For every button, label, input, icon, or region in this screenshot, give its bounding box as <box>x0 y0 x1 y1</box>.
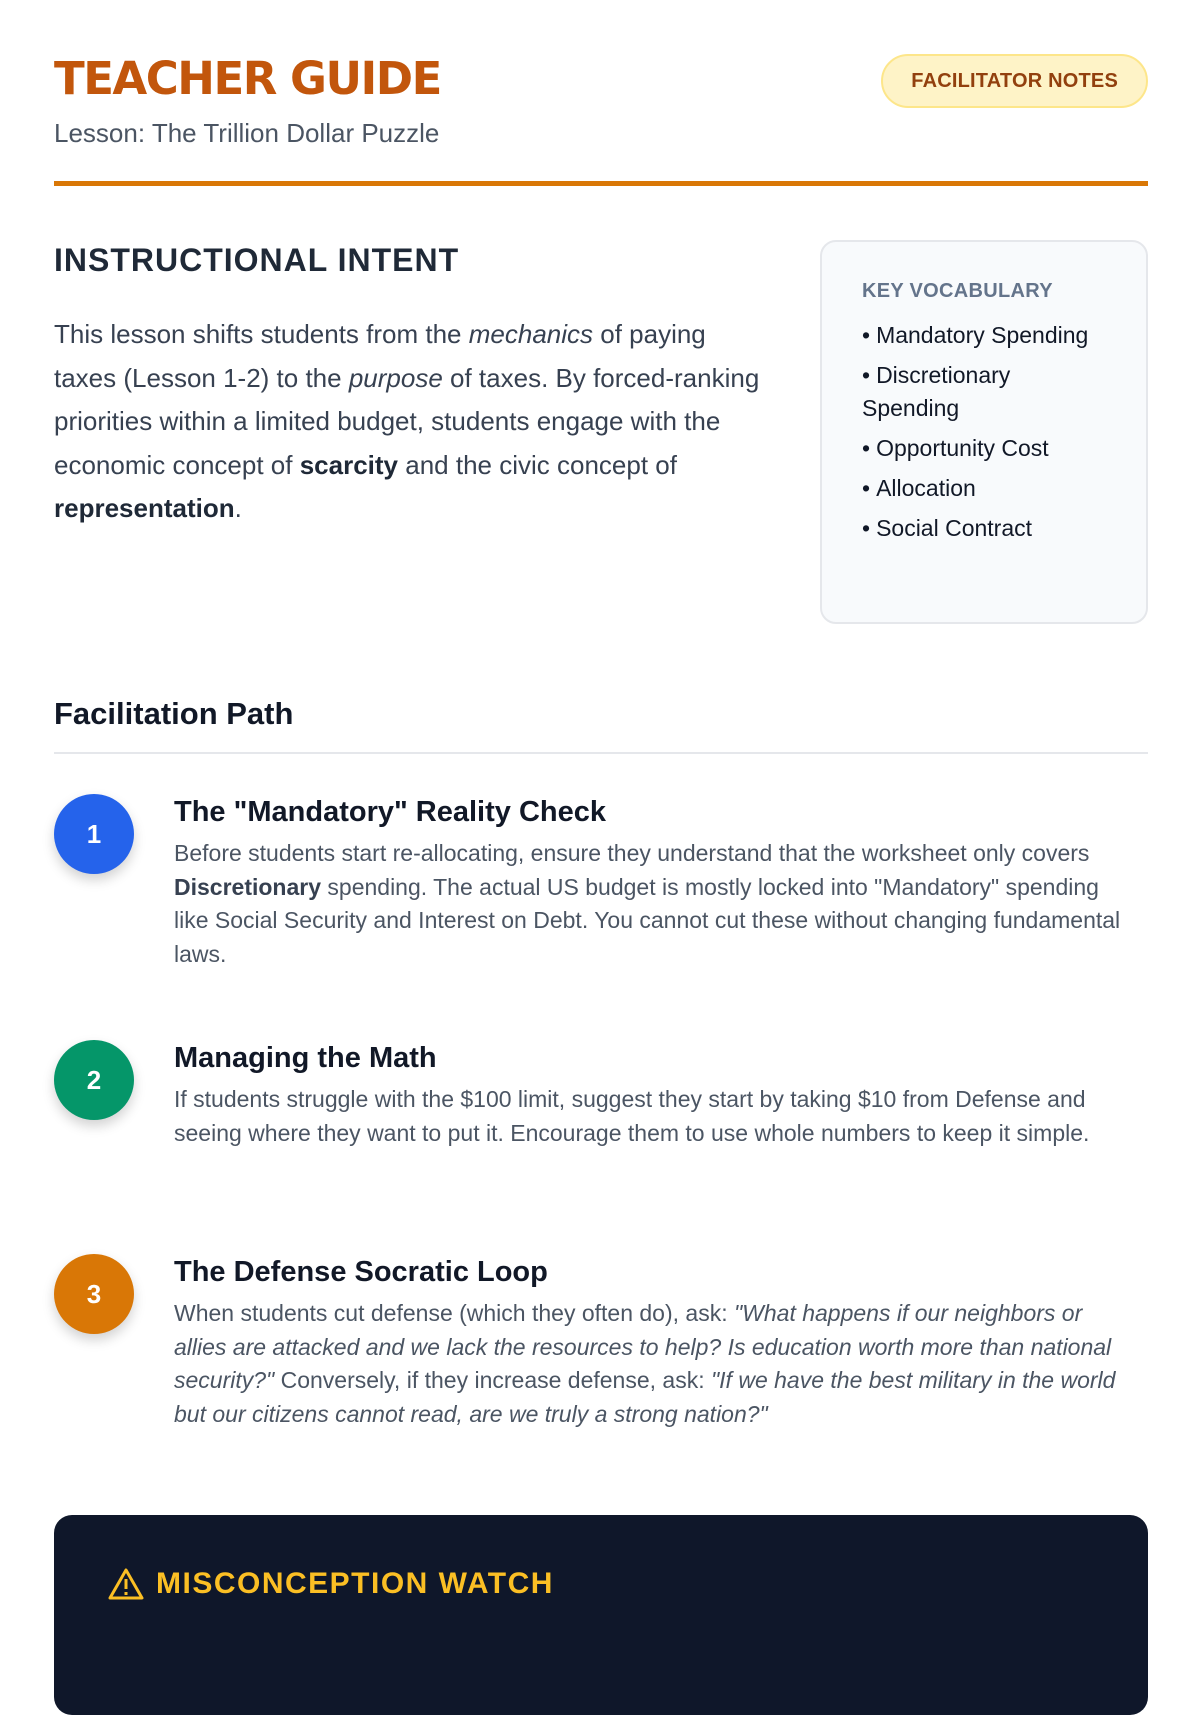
intent-bold-representation: representation <box>54 493 235 523</box>
vocabulary-term: Mandatory Spending <box>876 322 1089 348</box>
step-number-badge: 3 <box>54 1254 134 1334</box>
step-number-badge: 1 <box>54 794 134 874</box>
intent-bold-scarcity: scarcity <box>299 449 399 480</box>
step-quote: "What happens if our neighbors or allies are attacked and we lack the resources to help? Is education worth more than national security?" <box>174 1300 1112 1393</box>
misconception-title: MISCONCEPTION WATCH <box>156 1567 554 1600</box>
intent-text: This lesson shifts students from the <box>54 319 469 349</box>
bullet: • <box>862 322 871 348</box>
header-divider <box>54 181 1148 186</box>
step-title: The Defense Socratic Loop <box>174 1256 548 1288</box>
step-quote: "If we have the best military in the world but our citizens cannot read, are we truly a strong nation?" <box>174 1367 1116 1427</box>
vocabulary-term: Discretionary Spending <box>862 362 1011 421</box>
step-title: The "Mandatory" Reality Check <box>174 796 606 828</box>
step-description <box>174 1297 1134 1431</box>
step-text: spending. The actual US budget is mostly locked into "Mandatory" spending like Social Security and Interest on Debt. You cannot cut these without changing fundamental laws. <box>174 873 1121 967</box>
teacher-guide-page <box>54 0 1148 1600</box>
vocabulary-term: Social Contract <box>876 515 1033 541</box>
lesson-subtitle: Lesson: The Trillion Dollar Puzzle <box>54 118 440 148</box>
intent-paragraph <box>54 313 774 531</box>
vocabulary-term: Allocation <box>876 475 976 501</box>
step-content <box>174 1254 1134 1431</box>
instructional-intent-section <box>54 242 774 531</box>
bullet: • <box>862 435 871 461</box>
bullet: • <box>862 362 871 388</box>
warning-icon <box>108 1567 144 1601</box>
intent-text: and the civic concept of <box>398 449 677 480</box>
page-title: TEACHER GUIDE <box>54 52 441 105</box>
step-number-badge: 2 <box>54 1040 134 1120</box>
intent-heading: INSTRUCTIONAL INTENT <box>54 242 460 278</box>
step-description <box>174 837 1134 971</box>
vocabulary-item <box>862 359 1110 425</box>
guide-header <box>54 0 1148 186</box>
bullet: • <box>862 475 871 501</box>
vocabulary-list <box>862 319 1110 545</box>
intent-text: . <box>234 493 242 523</box>
facilitation-path-heading: Facilitation Path <box>54 696 294 731</box>
step-text: Conversely, if they increase defense, ask: <box>274 1367 711 1393</box>
vocabulary-item <box>862 432 1110 465</box>
vocabulary-item <box>862 472 1110 505</box>
facilitator-notes-badge: FACILITATOR NOTES <box>881 54 1148 108</box>
step-title: Managing the Math <box>174 1042 437 1074</box>
step-bold-term: Discretionary <box>174 873 322 900</box>
vocabulary-title: KEY VOCABULARY <box>862 280 1053 302</box>
misconception-header <box>108 1567 554 1601</box>
step-content <box>174 1040 1134 1150</box>
section-divider <box>54 752 1148 754</box>
bullet: • <box>862 515 871 541</box>
intent-text: of paying taxes (Lesson 1-2) to the <box>54 319 706 393</box>
step-content <box>174 794 1134 971</box>
step-description <box>174 1083 1134 1150</box>
step-text: If students struggle with the $100 limit, suggest they start by taking $10 from Defense and seeing where they want to put it. Encourage them to use whole numbers to keep it simple. <box>174 1086 1090 1146</box>
vocabulary-term: Opportunity Cost <box>876 435 1049 461</box>
step-text: Before students start re-allocating, ensure they understand that the worksheet only covers <box>174 840 1090 866</box>
intent-emphasis-mechanics: mechanics <box>468 319 594 349</box>
step-text: When students cut defense (which they often do), ask: <box>174 1300 734 1326</box>
key-vocabulary-card <box>820 240 1148 624</box>
vocabulary-item <box>862 319 1110 352</box>
vocabulary-item <box>862 512 1110 545</box>
misconception-watch-panel <box>54 1515 1148 1715</box>
intent-text: of taxes. By forced-ranking priorities within a limited budget, students engage with the economic concept of <box>54 362 760 480</box>
intent-emphasis-purpose: purpose <box>348 362 443 393</box>
